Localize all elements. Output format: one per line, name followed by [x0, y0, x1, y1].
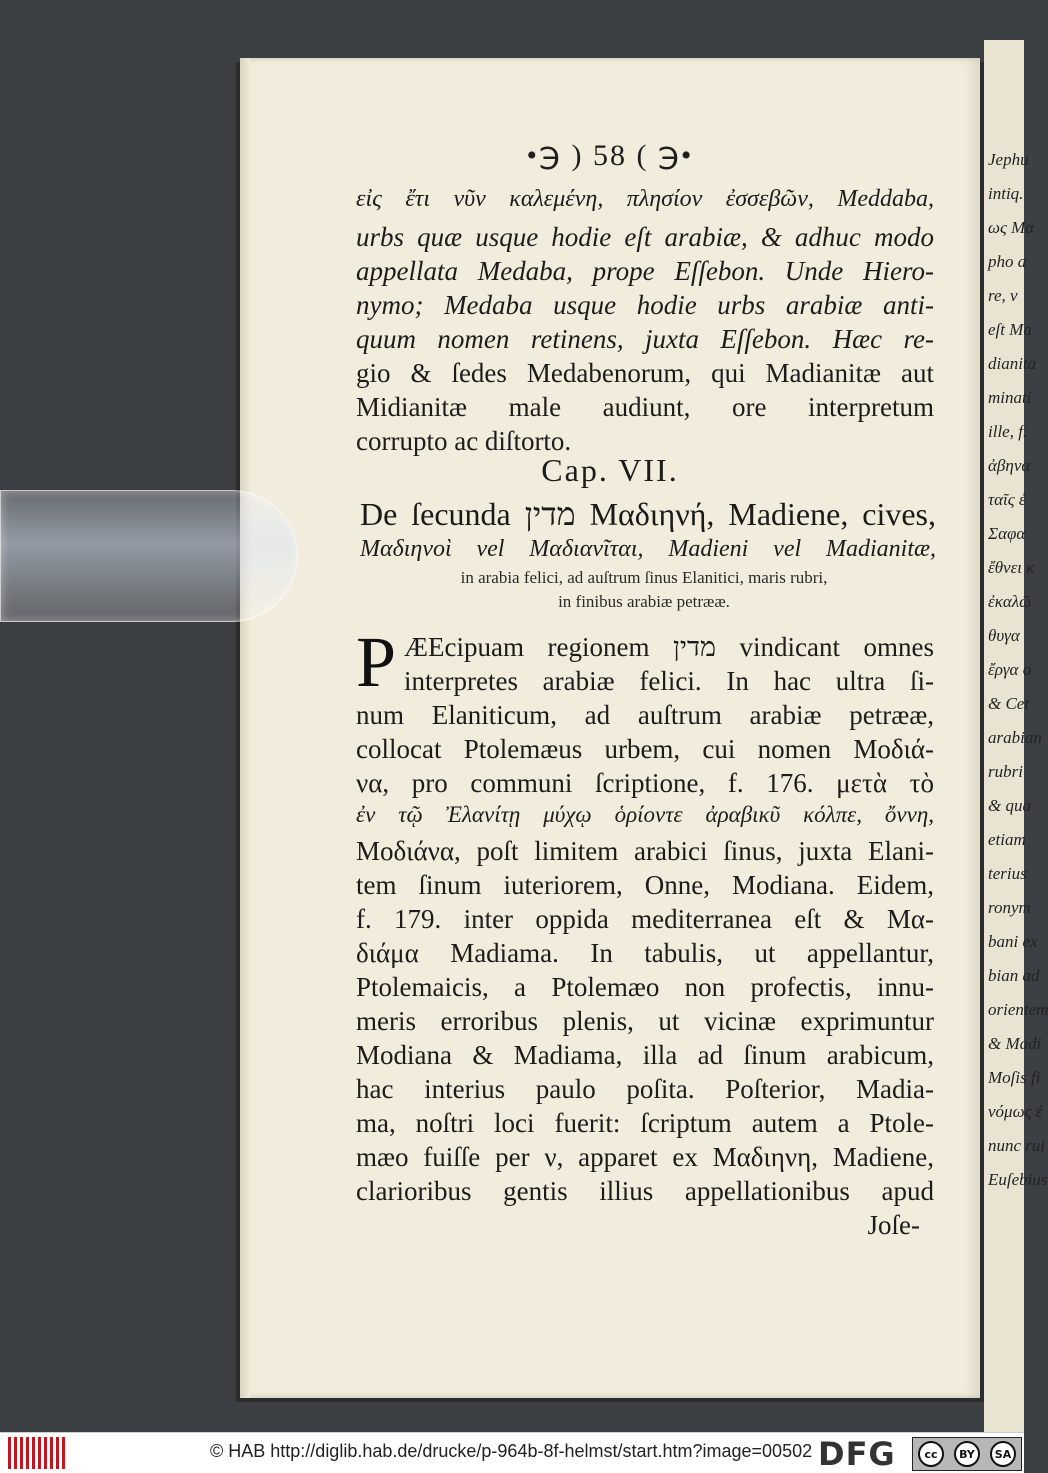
- hab-logo-icon: [8, 1437, 65, 1469]
- facing-page-fragment: θυγα: [988, 626, 1020, 645]
- text-line: ἐν τῷ Ἐλανίτῃ μύχῳ ὁρίοντε ἀραβικῦ κόλπε, ὄννη,: [356, 802, 934, 827]
- facing-page-fragment: ἔθνει κ: [988, 558, 1035, 577]
- facing-page-fragment: terius: [988, 864, 1027, 883]
- text-line: να, pro communi ſcriptione, f. 176. μετὰ τὸ: [356, 768, 934, 798]
- facing-page-fragment: rubri: [988, 762, 1023, 781]
- text-line: διάμα Madiama. In tabulis, ut appellantur,: [356, 938, 934, 968]
- text-line: Ptolemaicis, a Ptolemæo non profectis, innu-: [356, 972, 934, 1002]
- text-line: collocat Ptolemæus urbem, cui nomen Μοδιά-: [356, 734, 934, 764]
- text-line: clarioribus gentis illius appellationibus apud: [356, 1176, 934, 1206]
- facing-page-fragment: arabian: [988, 728, 1042, 747]
- facing-page: [984, 40, 1048, 1432]
- facing-page-fragment: νόμως ἐ: [988, 1102, 1043, 1121]
- facing-page-fragment: ronym: [988, 898, 1031, 917]
- sa-icon: SA: [990, 1441, 1016, 1467]
- text-line: appellata Medaba, prope Eſſebon. Unde Hiero-: [356, 256, 934, 286]
- copyright-link[interactable]: © HAB http://diglib.hab.de/drucke/p-964b-8f-helmst/start.htm?image=00502: [210, 1441, 813, 1461]
- facing-page-fragment: Moſis fi: [988, 1068, 1041, 1087]
- text-line: ÆEcipuam regionem מדין vindicant omnes: [404, 632, 935, 662]
- facing-page-fragment: ἔργα ο: [988, 660, 1032, 679]
- text-line: hac interius paulo poſita. Poſterior, Madia-: [356, 1074, 934, 1104]
- page-header: •℈ ) 58 ( ℈•: [526, 139, 694, 172]
- facing-page-fragment: & Madi: [988, 1034, 1042, 1053]
- facing-page-fragment: & Cet: [988, 694, 1030, 713]
- plastic-bookmark: [0, 490, 298, 622]
- text-line: tem ſinum iuteriorem, Onne, Modiana. Eidem,: [356, 870, 934, 900]
- text-line: mæo fuiſſe per ν, apparet ex Μαδιηνη, Madiene,: [356, 1142, 934, 1172]
- book-page: [240, 58, 980, 1398]
- facing-page-fragment: etiam: [988, 830, 1026, 849]
- text-line: Μοδιάνα, poſt limitem arabici ſinus, juxta Elani-: [356, 836, 934, 866]
- text-line: interpretes arabiæ felici. In hac ultra ſi-: [404, 666, 934, 696]
- text-line: quum nomen retinens, juxta Eſſebon. Hæc re-: [356, 324, 934, 354]
- facing-page-fragment: pho a: [988, 252, 1027, 271]
- text-line: f. 179. inter oppida mediterranea eſt & Μα-: [356, 904, 934, 934]
- facing-page-fragment: & qua: [988, 796, 1031, 815]
- drop-capital: P: [356, 622, 397, 702]
- chapter-title: Cap. VII.: [541, 452, 679, 488]
- page-gutter: [240, 58, 250, 1398]
- chapter-subtitle: De ſecunda מדין Μαδιηνή, Madiene, cives,: [360, 496, 937, 532]
- text-line: urbs quæ usque hodie eſt arabiæ, & adhuc modo: [356, 222, 934, 252]
- facing-page-fragment: bian ad: [988, 966, 1040, 985]
- facing-page-fragment: ως Μα: [988, 218, 1035, 237]
- facing-page-fragment: Σαφα: [988, 524, 1026, 543]
- by-icon: BY: [954, 1441, 980, 1467]
- text-line: num Elaniticum, ad auſtrum arabiæ petrææ,: [356, 700, 934, 730]
- chapter-subtitle-line: in finibus arabiæ petrææ.: [558, 592, 730, 611]
- facing-page-fragment: ἐκαλῶ: [988, 592, 1032, 611]
- facing-page-fragment: ταῖς ἐ: [988, 490, 1026, 509]
- facing-page-fragment: nunc rui: [988, 1136, 1046, 1155]
- facing-page-fragment: dianita: [988, 354, 1037, 373]
- facing-page-fragment: orientem: [988, 1000, 1048, 1019]
- facing-page-fragment: ille, f.: [988, 422, 1028, 441]
- catchword: Joſe-: [867, 1210, 920, 1240]
- cc-license-badge[interactable]: [912, 1437, 1022, 1471]
- text-line: gio & ſedes Medabenorum, qui Madianitæ aut: [356, 358, 934, 388]
- facing-page-fragment: re, v: [988, 286, 1018, 305]
- text-line: εἰς ἔτι νῦν καλεμένη, πλησίον ἐσσεβῶν, Meddaba,: [356, 186, 934, 212]
- facing-page-fragment: Jephu: [988, 150, 1029, 169]
- text-line: Midianitæ male audiunt, ore interpretum: [356, 392, 934, 422]
- facing-page-fragment: ἀβηνα: [988, 456, 1031, 475]
- viewer-footer: [0, 1432, 1024, 1473]
- text-line: nymo; Medaba usque hodie urbs arabiæ anti-: [356, 290, 934, 320]
- chapter-subtitle-line: in arabia felici, ad auſtrum ſinus Elanitici, maris rubri,: [460, 568, 828, 587]
- facing-page-fragment: intiq.: [988, 184, 1024, 203]
- facing-page-fragment: bani ex: [988, 932, 1038, 951]
- dfg-logo[interactable]: DFG: [818, 1435, 896, 1473]
- text-line: meris erroribus plenis, ut vicinæ exprimuntur: [356, 1006, 934, 1036]
- text-line: Modiana & Madiama, illa ad ſinum arabicum,: [356, 1040, 934, 1070]
- chapter-subtitle-line: Μαδιηνοὶ vel Μαδιανῖται, Madieni vel Madianitæ,: [360, 536, 936, 562]
- facing-page-fragment: minati: [988, 388, 1032, 407]
- cc-icon: cc: [918, 1441, 944, 1467]
- text-line: corrupto ac diſtorto.: [356, 426, 572, 456]
- text-line: ma, noſtri loci fuerit: ſcriptum autem a Ptole-: [356, 1108, 934, 1138]
- facing-page-fragment: Euſebius: [988, 1170, 1048, 1189]
- facing-page-fragment: eſt Ma: [988, 320, 1032, 339]
